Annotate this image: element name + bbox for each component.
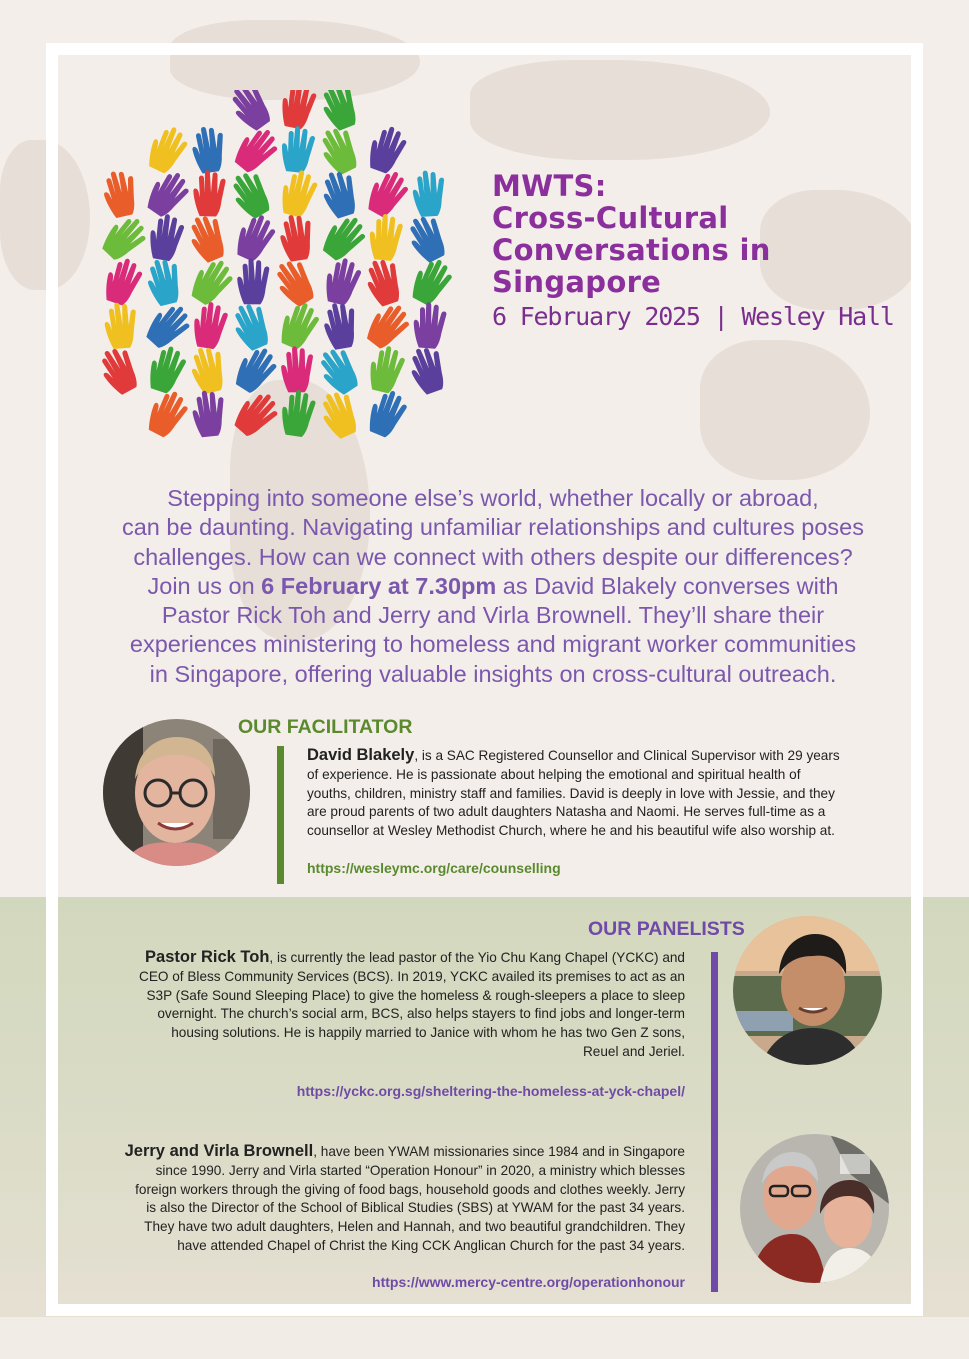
portrait-placeholder	[733, 916, 882, 1065]
hand-icon	[276, 211, 318, 264]
hand-icon	[102, 300, 142, 351]
intro-line	[88, 572, 898, 601]
facilitator-bio	[307, 746, 897, 841]
bio-line	[60, 1142, 685, 1162]
hand-icon	[146, 343, 189, 396]
rick-name: Pastor Rick Toh	[145, 948, 270, 966]
hand-icon	[410, 168, 449, 219]
hand-icon	[414, 302, 447, 349]
hand-icon	[401, 210, 453, 267]
hand-icon	[98, 167, 143, 221]
intro-line: in Singapore, offering valuable insights on cross-cultural outreach.	[149, 660, 837, 687]
facilitator-link[interactable]: https://wesleymc.org/care/counselling	[307, 860, 561, 876]
rick-photo	[733, 916, 882, 1065]
facilitator-heading: OUR FACILITATOR	[238, 716, 413, 738]
panelists-accent-bar	[711, 952, 718, 1292]
bio-line: counsellor at Wesley Methodist Church, where he and his beautiful wife also worship at.	[307, 823, 835, 839]
brownell-link[interactable]: https://www.mercy-centre.org/operationhonour	[372, 1274, 685, 1290]
event-title-line: Cross-Cultural	[492, 201, 729, 235]
hand-icon	[314, 386, 365, 443]
portrait-placeholder	[740, 1134, 889, 1283]
hand-icon	[101, 255, 145, 308]
rick-bio	[80, 948, 685, 1062]
hand-icon	[230, 386, 284, 443]
intro-line: Stepping into someone else’s world, whether locally or abroad,	[167, 485, 819, 511]
hand-icon	[280, 90, 318, 131]
hand-icon	[315, 90, 365, 134]
hand-icon	[192, 301, 229, 350]
bio-line: They have two adult daughters, Helen and Hannah, and two beautiful grandchildren. They	[144, 1219, 685, 1235]
bio-line: housing solutions. He is happily married to Janice with whom he has two Gen Z sons,	[171, 1025, 685, 1041]
hand-icon	[279, 345, 316, 394]
facilitator-photo	[103, 719, 250, 866]
hand-icon	[317, 166, 365, 221]
hand-icon	[143, 166, 195, 223]
bio-line: of experience. He is passionate about helping the emotional and spiritual health of	[307, 766, 801, 782]
hand-icon	[408, 254, 457, 310]
colorful-hands-logo	[80, 90, 480, 480]
hand-icon	[362, 298, 415, 355]
intro-date-highlight: 6 February at 7.30pm	[261, 572, 497, 599]
hand-icon	[144, 386, 192, 442]
event-title	[492, 170, 922, 298]
hand-icon	[365, 123, 409, 177]
hand-icon	[404, 342, 453, 398]
hand-icon	[186, 342, 232, 397]
bio-line: since 1990. Jerry and Virla started “Operation Honour” in 2020, a ministry which blesses	[155, 1162, 685, 1178]
bio-text: , have been YWAM missionaries since 1984 and in Singapore	[313, 1144, 685, 1159]
rick-link[interactable]: https://yckc.org.sg/sheltering-the-homeless-at-yck-chapel/	[296, 1083, 685, 1099]
hand-icon	[188, 123, 230, 175]
bio-text: , is currently the lead pastor of the Yio Chu Kang Chapel (YCKC) and	[269, 950, 685, 965]
hand-icon	[236, 257, 272, 306]
hand-icon	[144, 122, 191, 177]
intro-text: Join us on	[147, 572, 262, 599]
hand-icon	[369, 214, 403, 261]
hand-icon	[187, 254, 238, 311]
brownell-photo	[740, 1134, 889, 1283]
event-title-line: MWTS:	[492, 169, 607, 203]
intro-line: Pastor Rick Toh and Jerry and Virla Brownell. They’ll share their	[161, 602, 825, 629]
hand-icon	[320, 299, 363, 352]
hand-icon	[142, 298, 196, 355]
hand-icon	[189, 388, 229, 440]
hand-icon	[363, 166, 412, 222]
bio-line: is also the Director of the School of Biblical Studies (SBS) at YWAM for the past 34 years.	[146, 1200, 685, 1216]
event-title-line: Singapore	[492, 265, 662, 299]
hand-icon	[231, 342, 282, 398]
hand-icon	[280, 389, 316, 438]
bio-line: Reuel and Jeriel.	[582, 1043, 685, 1059]
event-title-line: Conversations in	[492, 233, 771, 267]
hand-icon	[318, 210, 371, 267]
intro-line: experiences ministering to homeless and migrant worker communities	[129, 631, 857, 658]
hand-icon	[312, 342, 366, 399]
bottom-background	[0, 1317, 969, 1359]
hand-icon	[281, 126, 315, 174]
hand-icon	[360, 254, 408, 310]
panelists-heading: OUR PANELISTS	[588, 918, 745, 940]
bio-line: overnight. The church’s social arm, BCS, also helps stayers to find jobs and longer-term	[157, 1006, 685, 1022]
bio-line: foreign workers through the giving of food bags, household goods and clothes weekly. Jerry	[135, 1181, 685, 1197]
bio-line	[80, 948, 685, 968]
hand-icon	[224, 90, 279, 135]
hand-icon	[142, 254, 187, 308]
bio-line: have attended Chapel of Christ the King CCK Anglican Church for the past 34 years.	[177, 1237, 685, 1253]
bio-line	[307, 746, 897, 766]
hand-icon	[367, 344, 407, 395]
intro-line: can be daunting. Navigating unfamiliar relationships and cultures poses	[121, 514, 864, 541]
bio-line: CEO of Bless Community Services (BCS). In 2019, YCKC availed its premises to act as an	[139, 968, 685, 984]
bio-line: youths, children, ministry staff and families. David is deeply in love with Jessie, and they	[307, 785, 835, 801]
intro-text: as David Blakely converses with	[496, 572, 839, 599]
hand-icon	[148, 213, 185, 263]
intro-paragraph	[88, 484, 898, 689]
facilitator-name: David Blakely	[307, 746, 415, 764]
hand-icon	[365, 387, 410, 441]
hand-icon	[225, 166, 279, 223]
hand-icon	[183, 210, 233, 266]
hand-icon	[268, 254, 322, 311]
brownell-name: Jerry and Virla Brownell	[124, 1142, 314, 1160]
brownell-bio	[60, 1142, 685, 1256]
hand-icon	[192, 169, 227, 217]
portrait-placeholder	[103, 719, 250, 866]
hand-icon	[227, 298, 278, 354]
hand-icon	[323, 256, 363, 308]
facilitator-accent-bar	[277, 746, 284, 884]
hand-icon	[232, 210, 279, 265]
bio-line: are proud parents of two adult daughters Natasha and Naomi. He serves full-time as a	[307, 804, 826, 820]
event-date-venue: 6 February 2025 | Wesley Hall	[492, 302, 894, 331]
intro-line: challenges. How can we connect with others despite our differences?	[133, 543, 853, 570]
bio-line: S3P (Safe Sound Sleeping Place) to give the homeless & rough-sleepers a place to sleep	[146, 987, 685, 1003]
bio-text: , is a SAC Registered Counsellor and Clinical Supervisor with 29 years	[414, 748, 840, 763]
hand-icon	[98, 210, 153, 267]
hand-icon	[278, 168, 319, 220]
hand-icon	[93, 342, 146, 399]
